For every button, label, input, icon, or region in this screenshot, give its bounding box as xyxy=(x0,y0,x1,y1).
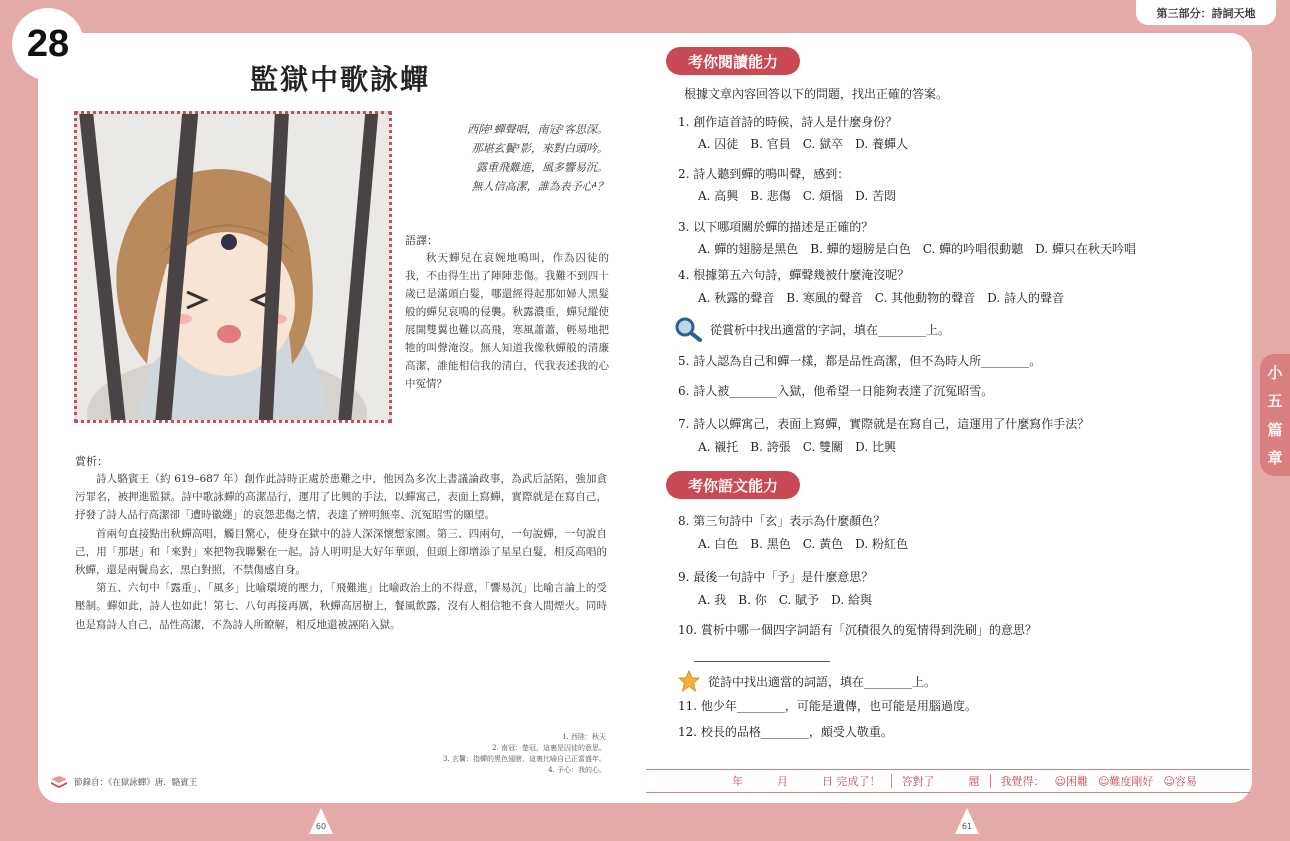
divider xyxy=(891,774,892,788)
question-10: 10. 賞析中哪一個四字詞語有「沉積很久的冤情得到洗刷」的意思？ xyxy=(678,623,1037,637)
feel-just-right-option[interactable]: ☺難度剛好 xyxy=(1097,775,1154,788)
poem-title: 監獄中歌詠蟬 xyxy=(250,63,431,96)
progress-month: 月 xyxy=(777,775,788,788)
magnifier-icon xyxy=(674,316,702,342)
star-hint-text: 從詩中找出適當的詞語，填在________上。 xyxy=(708,674,937,689)
question-8-options[interactable]: A. 白色 B. 黑色 C. 黃色 D. 粉紅色 xyxy=(698,537,908,551)
source-text: 節錄自：《在獄詠蟬》唐．駱賓王 xyxy=(74,778,198,788)
progress-year: 年 xyxy=(732,775,743,788)
search-hint-text: 從賞析中找出適當的字詞，填在________上。 xyxy=(710,322,951,337)
progress-questions: 題 xyxy=(968,775,980,788)
question-12: 12. 校長的品格________，頗受人敬重。 xyxy=(678,725,893,739)
side-tab-char: 篇 xyxy=(1267,420,1283,439)
footnote: 1. 西陸：秋天 xyxy=(562,733,606,741)
reading-instruction: 根據文章內容回答以下的問題，找出正確的答案。 xyxy=(684,87,949,101)
book-icon xyxy=(50,775,68,789)
face-icon: ☺ xyxy=(1054,775,1066,788)
poem-line: 露重飛難進，風多響易沉。 xyxy=(476,161,608,174)
question-4-options[interactable]: A. 秋露的聲音 B. 寒風的聲音 C. 其他動物的聲音 D. 詩人的聲音 xyxy=(698,291,1064,305)
progress-day-done: 日 完成了！ xyxy=(822,775,881,788)
question-2-options[interactable]: A. 高興 B. 悲傷 C. 煩惱 D. 苦悶 xyxy=(698,189,896,203)
poem-text xyxy=(418,120,608,196)
appreciation-paragraph: 首兩句直接點出秋蟬高唱，觸目驚心，使身在獄中的詩人深深懷想家園。第三、四兩句，一句說蟬，一句說自己，用「那堪」和「來對」來把物我聯繫在一起。詩人明明是大好年華頭，但頭上卻增添了星星白髮，相反高唱的秋蟬，還是兩鬢烏玄，黑白對照，不禁傷感自身。 xyxy=(75,527,607,577)
progress-tracker xyxy=(646,769,1250,793)
language-section-title: 考你語文能力 xyxy=(666,471,800,499)
poem-line: 無人信高潔，誰為表予心⁴？ xyxy=(471,180,608,193)
lesson-number-badge: 28 xyxy=(12,8,84,80)
footnotes xyxy=(372,732,606,776)
section-tag: 第三部分：詩詞天地 xyxy=(1136,0,1276,25)
poem-line: 那堪玄鬢³影，來對白頭吟。 xyxy=(471,142,608,155)
progress-correct: 答對了 xyxy=(901,775,935,788)
translation-text: 秋天蟬兒在哀婉地鳴叫，作為囚徒的我，不由得生出了陣陣悲傷。我難不到四十歲已是滿頭白髮，哪還經得起那如婦人黑髮般的蟬兒哀鳴的侵襲。秋露濃重，蟬兒縱使展開雙翼也難以高飛，寒風蕭蕭，輕易地把牠的叫聲淹沒。無人知道我像秋蟬般的清廉高潔，誰能相信我的清白，代我表述我的心中冤情？ xyxy=(405,252,609,390)
feel-easy-option[interactable]: ☺容易 xyxy=(1163,775,1197,788)
question-9-options[interactable]: A. 我 B. 你 C. 賦予 D. 給與 xyxy=(698,593,872,607)
star-icon xyxy=(678,670,700,692)
appreciation-paragraph: 第五、六句中「露重」、「風多」比喻環境的壓力，「飛難進」比喻政治上的不得意，「響易沉」比喻言論上的受壓制。蟬如此，詩人也如此！第七、八句再接再厲，秋蟬高居樹上，餐風飲露，沒有人相信牠不食人間煙火。同時也是寫詩人自己，品性高潔，不為詩人所瞭解，相反地還被誣陷入獄。 xyxy=(75,582,607,631)
question-6: 6. 詩人被________入獄，他希望一日能夠表達了沉冤昭雪。 xyxy=(678,384,994,398)
question-1: 1. 創作這首詩的時候，詩人是什麼身份？ xyxy=(678,115,898,129)
appreciation-label: 賞析： xyxy=(75,455,108,468)
side-tab-char: 小 xyxy=(1267,363,1283,382)
question-3-options[interactable]: A. 蟬的翅膀是黑色 B. 蟬的翅膀是白色 C. 蟬的吟唱很動聽 D. 蟬只在秋天吟唱 xyxy=(698,242,1136,256)
star-hint xyxy=(678,670,936,692)
feel-hard-option[interactable]: ☺困難 xyxy=(1054,775,1088,788)
question-3: 3. 以下哪項關於蟬的描述是正確的？ xyxy=(678,220,874,234)
progress-feel: 我覺得： xyxy=(1000,775,1045,788)
reading-section-title: 考你閱讀能力 xyxy=(666,47,800,75)
footnote: 2. 南冠：楚冠，這裏是囚徒的意思。 xyxy=(492,744,606,752)
appreciation-text xyxy=(75,470,607,634)
question-7: 7. 詩人以蟬寓己，表面上寫蟬，實際就是在寫自己，這運用了什麼寫作手法？ xyxy=(678,417,1090,431)
question-8: 8. 第三句詩中「玄」表示為什麼顏色？ xyxy=(678,514,886,528)
side-tab-char: 五 xyxy=(1267,392,1283,411)
search-hint xyxy=(674,316,950,342)
question-7-options[interactable]: A. 襯托 B. 誇張 C. 雙關 D. 比興 xyxy=(698,440,896,454)
source-citation xyxy=(50,775,197,789)
question-2: 2. 詩人聽到蟬的鳴叫聲，感到： xyxy=(678,167,850,181)
question-5: 5. 詩人認為自己和蟬一樣，都是品性高潔，但不為時人所________。 xyxy=(678,354,1042,368)
poem-line: 西陸¹蟬聲唱，南冠²客思深。 xyxy=(467,123,608,136)
footnote: 3. 玄鬢：指蟬的黑色翅膀，這裏比喻自己正當盛年。 xyxy=(443,755,606,763)
face-icon: ☺ xyxy=(1097,775,1110,788)
illustration-cicada-prisoner xyxy=(74,111,392,423)
question-4: 4. 根據第五六句詩，蟬聲幾被什麼淹沒呢？ xyxy=(678,268,910,282)
prisoner-illustration-svg xyxy=(77,114,389,420)
page-number-right: 61 xyxy=(955,808,979,834)
footnote: 4. 予心：我的心。 xyxy=(548,766,606,774)
side-tab[interactable] xyxy=(1260,354,1290,476)
question-10-answer-line[interactable] xyxy=(694,661,830,662)
face-icon: ☺ xyxy=(1163,775,1175,788)
question-1-options[interactable]: A. 囚徒 B. 官員 C. 獄卒 D. 養蟬人 xyxy=(698,137,908,151)
question-11: 11. 他少年________，可能是遺傳，也可能是用腦過度。 xyxy=(678,699,977,713)
question-9: 9. 最後一句詩中「予」是什麼意思？ xyxy=(678,570,874,584)
translation-label: 語譯： xyxy=(405,234,438,247)
appreciation-paragraph: 詩人駱賓王（約 619–687 年）創作此詩時正處於患難之中，他因為多次上書議論政事，為武后話陷，強加貪污罪名，被押進監獄。詩中歌詠蟬的高潔品行，運用了比興的手法，以蟬寓己，表面上寫蟬，實際就是在寫自己，抒發了詩人品行高潔卻「遭時徽纆」的哀怨悲傷之情，表達了辨明無辜、沉冤昭雪的願望。 xyxy=(75,473,607,522)
divider xyxy=(990,774,991,788)
page-number-left: 60 xyxy=(309,808,333,834)
side-tab-char: 章 xyxy=(1267,449,1283,468)
